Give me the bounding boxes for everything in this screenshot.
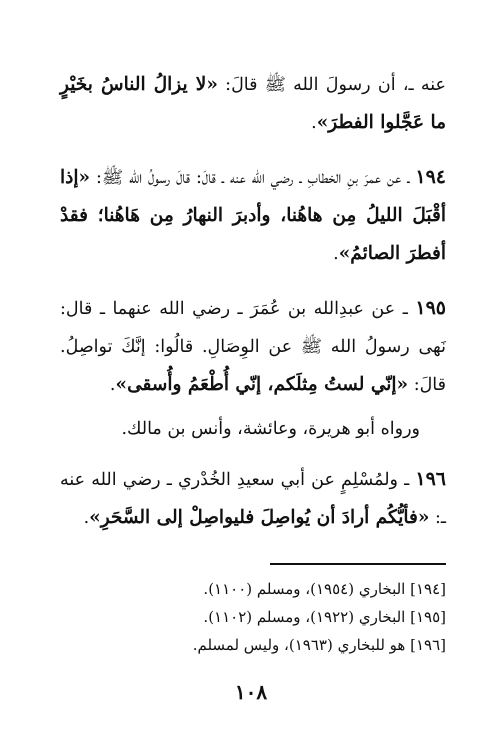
page-number: ١٠٨ <box>234 680 268 704</box>
hadith-quote: «إنّي لستُ مِثلَكم، إنّي أُطْعَمُ وأُسقى» <box>115 374 409 395</box>
footnote-text: البخاري (١٩٥٤)، ومسلم (١١٠٠). <box>203 580 411 598</box>
hadith-number: ١٩٦ <box>415 468 446 490</box>
footnote-ref: [١٩٤] <box>410 580 446 598</box>
paragraph-punctuation: . <box>109 375 116 395</box>
footnotes-list <box>60 575 446 659</box>
footnote-item <box>60 603 446 631</box>
paragraph-text: عنه ـ، أن رسولَ الله ﷺ قالَ: <box>217 75 446 95</box>
footnote-item <box>60 575 446 603</box>
paragraph-hadith-193-end <box>60 66 446 142</box>
hadith-number: ١٩٥ <box>415 297 446 319</box>
footnote-text: البخاري (١٩٢٢)، ومسلم (١١٠٢). <box>203 608 411 626</box>
footnote-text: هو للبخاري (١٩٦٣)، وليس لمسلم. <box>192 636 411 654</box>
paragraph-punctuation: . <box>311 113 317 133</box>
footnote-ref: [١٩٥] <box>410 608 446 626</box>
footnote-item <box>60 631 446 659</box>
footnote-ref: [١٩٦] <box>410 636 446 654</box>
paragraph-text: ـ عن عبدِالله بن عُمَرَ ـ رضي الله عنهما ـ قال: نَهى رسولُ الله ﷺ عن الوِصَالِ. قالُوا: إنَّكَ تواصِلُ. قالَ: <box>60 299 446 395</box>
paragraph-hadith-194 <box>60 158 446 273</box>
paragraph-punctuation: . <box>333 244 339 264</box>
paragraph-hadith-195 <box>60 289 446 404</box>
hadith-quote: «لا يزالُ الناسُ بخَيْرٍ ما عَجَّلوا الفطرَ» <box>60 74 446 133</box>
paragraph-text: ورواه أبو هريرة، وعائشة، وأنس بن مالك. <box>121 419 420 439</box>
footnote-divider <box>270 563 446 565</box>
paragraph-text: ـ عن عمرَ بنِ الخطابِ ـ رضي الله عنه ـ قالَ: قالَ رسولُ الله ﷺ: <box>90 168 416 188</box>
hadith-number: ١٩٤ <box>415 166 446 188</box>
paragraph-narrators-note <box>60 410 446 448</box>
paragraph-hadith-196 <box>60 460 446 537</box>
paragraph-punctuation: . <box>83 508 90 528</box>
hadith-quote: «إذا أقْبَلَ الليلُ مِن هاهُنا، وأدبرَ النهارُ مِن هَاهُنا؛ فقدْ أفطرَ الصائمُ» <box>60 167 446 264</box>
paragraph-text: ـ ولمُسْلِمٍ عن أبي سعيدِ الخُدْري ـ رضي الله عنه ـ: <box>60 470 446 528</box>
hadith-quote: «فأيُّكُم أرادَ أن يُواصِلَ فليواصِلْ إلى السَّحَرِ» <box>89 507 430 528</box>
